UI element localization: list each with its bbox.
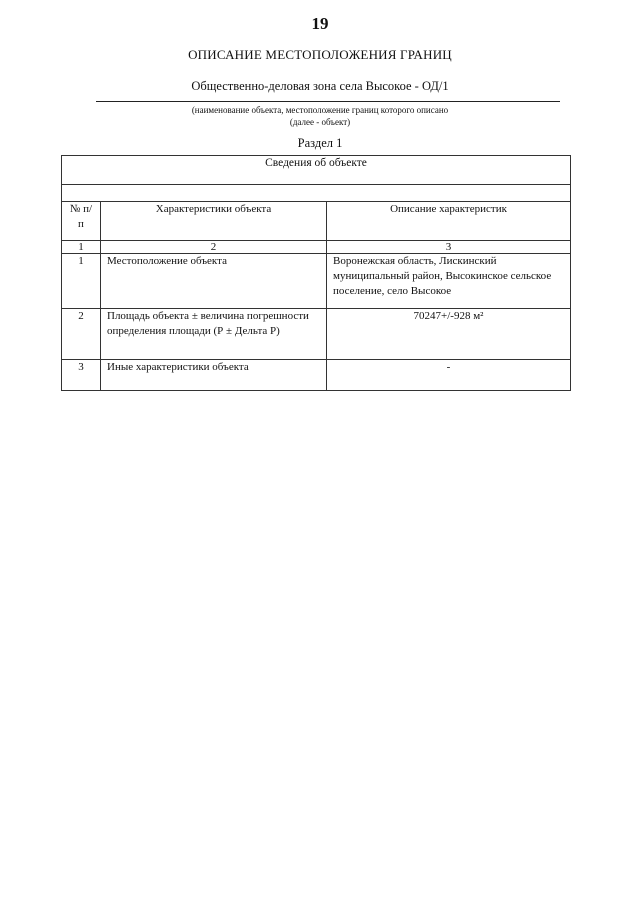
column-number: 3: [327, 241, 571, 254]
row-characteristic: Иные характеристики объекта: [101, 360, 327, 391]
table-empty-row: [62, 185, 571, 202]
row-number: 1: [62, 254, 101, 309]
table-row: [62, 309, 571, 360]
row-description: Воронежская область, Лискинский муниципальный район, Высокинское сельское поселение, село Высокое: [327, 254, 571, 309]
column-header-description: Описание характеристик: [327, 202, 571, 241]
row-characteristic: Местоположение объекта: [101, 254, 327, 309]
section-title: Раздел 1: [297, 136, 343, 150]
underline-divider: [96, 101, 560, 102]
row-description: 70247+/-928 м²: [327, 309, 571, 360]
row-characteristic: Площадь объекта ± величина погрешности определения площади (Р ± Дельта Р): [101, 309, 327, 360]
column-header-row: [62, 202, 571, 241]
empty-cell: [62, 185, 571, 202]
table-row: [62, 254, 571, 309]
document-title: ОПИСАНИЕ МЕСТОПОЛОЖЕНИЯ ГРАНИЦ: [188, 47, 452, 62]
table-heading: Сведения об объекте: [62, 156, 571, 185]
object-name: Общественно-деловая зона села Высокое - ОД/1: [191, 79, 449, 93]
object-info-table: [61, 155, 571, 391]
column-number: 1: [62, 241, 101, 254]
table-row: [62, 360, 571, 391]
page-number: 19: [311, 14, 329, 33]
row-number: 3: [62, 360, 101, 391]
caption-line-2: (далее - объект): [289, 117, 351, 127]
column-header-number: № п/п: [62, 202, 101, 241]
row-number: 2: [62, 309, 101, 360]
column-header-characteristic: Характеристики объекта: [101, 202, 327, 241]
caption-line-1: (наименование объекта, местоположение границ которого описано: [191, 105, 449, 115]
row-description: -: [327, 360, 571, 391]
column-number-row: [62, 241, 571, 254]
column-number: 2: [101, 241, 327, 254]
table-heading-row: [62, 156, 571, 185]
object-name-caption: [0, 104, 640, 128]
